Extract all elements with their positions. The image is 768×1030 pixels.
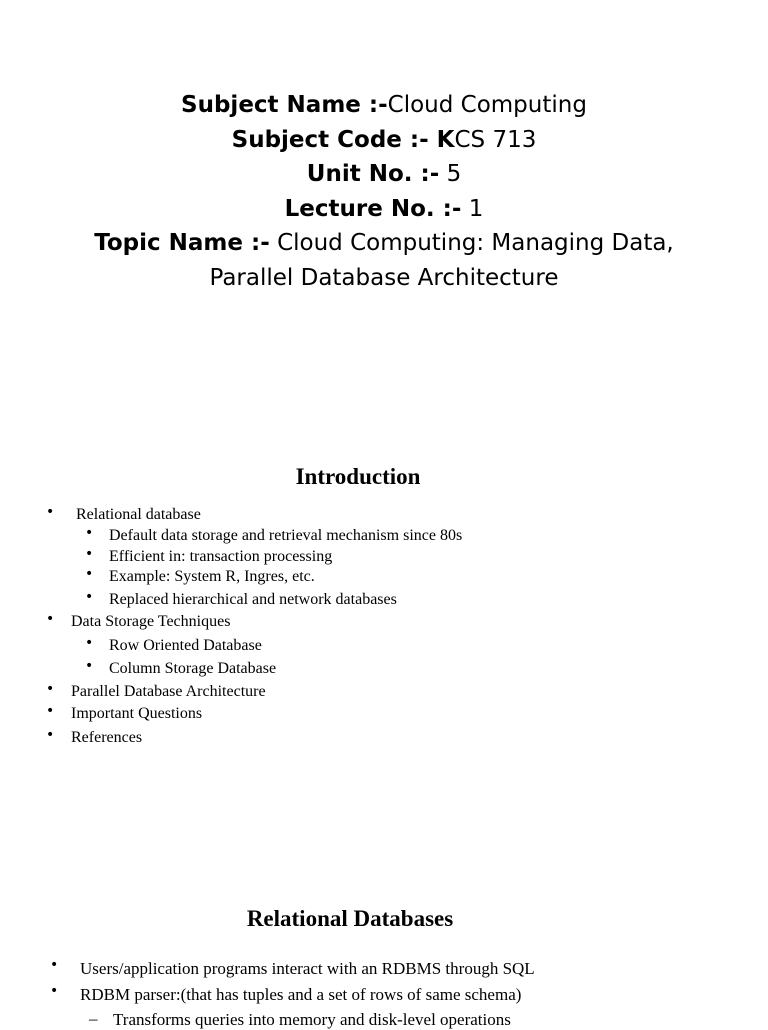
list-item-text: Transforms queries into memory and disk-level operations bbox=[113, 1010, 511, 1029]
list-item-text: Relational database bbox=[76, 506, 201, 523]
list-item-text: Data Storage Techniques bbox=[71, 613, 231, 630]
topic-value-line1: Cloud Computing: Managing Data, bbox=[277, 230, 674, 257]
subject-name-value: Cloud Computing bbox=[387, 92, 587, 118]
list-item-text: Users/application programs interact with an RDBMS through SQL bbox=[80, 959, 535, 978]
topic-label: Topic Name :- bbox=[94, 230, 270, 257]
list-item-text: Column Storage Database bbox=[109, 660, 277, 677]
subject-name-label: Subject Name :- bbox=[181, 92, 388, 118]
bullet-icon: • bbox=[46, 611, 55, 627]
introduction-heading: Introduction bbox=[295, 464, 421, 489]
bullet-icon: • bbox=[85, 566, 94, 582]
bullet-icon: • bbox=[46, 681, 55, 697]
subject-code-value: CS 713 bbox=[454, 126, 537, 153]
lecture-value: 1 bbox=[468, 195, 484, 222]
list-item-text: Example: System R, Ingres, etc. bbox=[109, 568, 315, 585]
dash-bullet-icon: – bbox=[89, 1009, 98, 1028]
bullet-icon: • bbox=[85, 658, 94, 674]
topic-value-line2: Parallel Database Architecture bbox=[209, 264, 559, 291]
list-item-text: RDBM parser:(that has tuples and a set of rows of same schema) bbox=[80, 985, 522, 1004]
list-item-text: Replaced hierarchical and network databases bbox=[109, 591, 397, 608]
unit-value: 5 bbox=[446, 161, 462, 188]
bullet-icon: • bbox=[85, 635, 94, 651]
bullet-icon: • bbox=[85, 589, 94, 605]
relational-databases-heading: Relational Databases bbox=[246, 906, 454, 931]
bullet-icon: • bbox=[50, 957, 59, 973]
list-item-text: Parallel Database Architecture bbox=[71, 683, 266, 700]
bullet-icon: • bbox=[46, 504, 55, 520]
unit-label: Unit No. :- bbox=[306, 161, 440, 188]
bullet-icon: • bbox=[50, 983, 59, 999]
list-item-text: Row Oriented Database bbox=[109, 637, 262, 654]
bullet-icon: • bbox=[46, 727, 55, 743]
lecture-label: Lecture No. :- bbox=[284, 195, 462, 222]
list-item-text: References bbox=[71, 729, 143, 746]
list-item-text: Efficient in: transaction processing bbox=[109, 548, 333, 565]
list-item-text: Default data storage and retrieval mechanism since 80s bbox=[109, 527, 463, 544]
bullet-icon: • bbox=[85, 525, 94, 541]
subject-code-label: Subject Code :- K bbox=[231, 126, 455, 153]
list-item-text: Important Questions bbox=[71, 705, 203, 722]
bullet-icon: • bbox=[46, 703, 55, 719]
bullet-icon: • bbox=[85, 546, 94, 562]
